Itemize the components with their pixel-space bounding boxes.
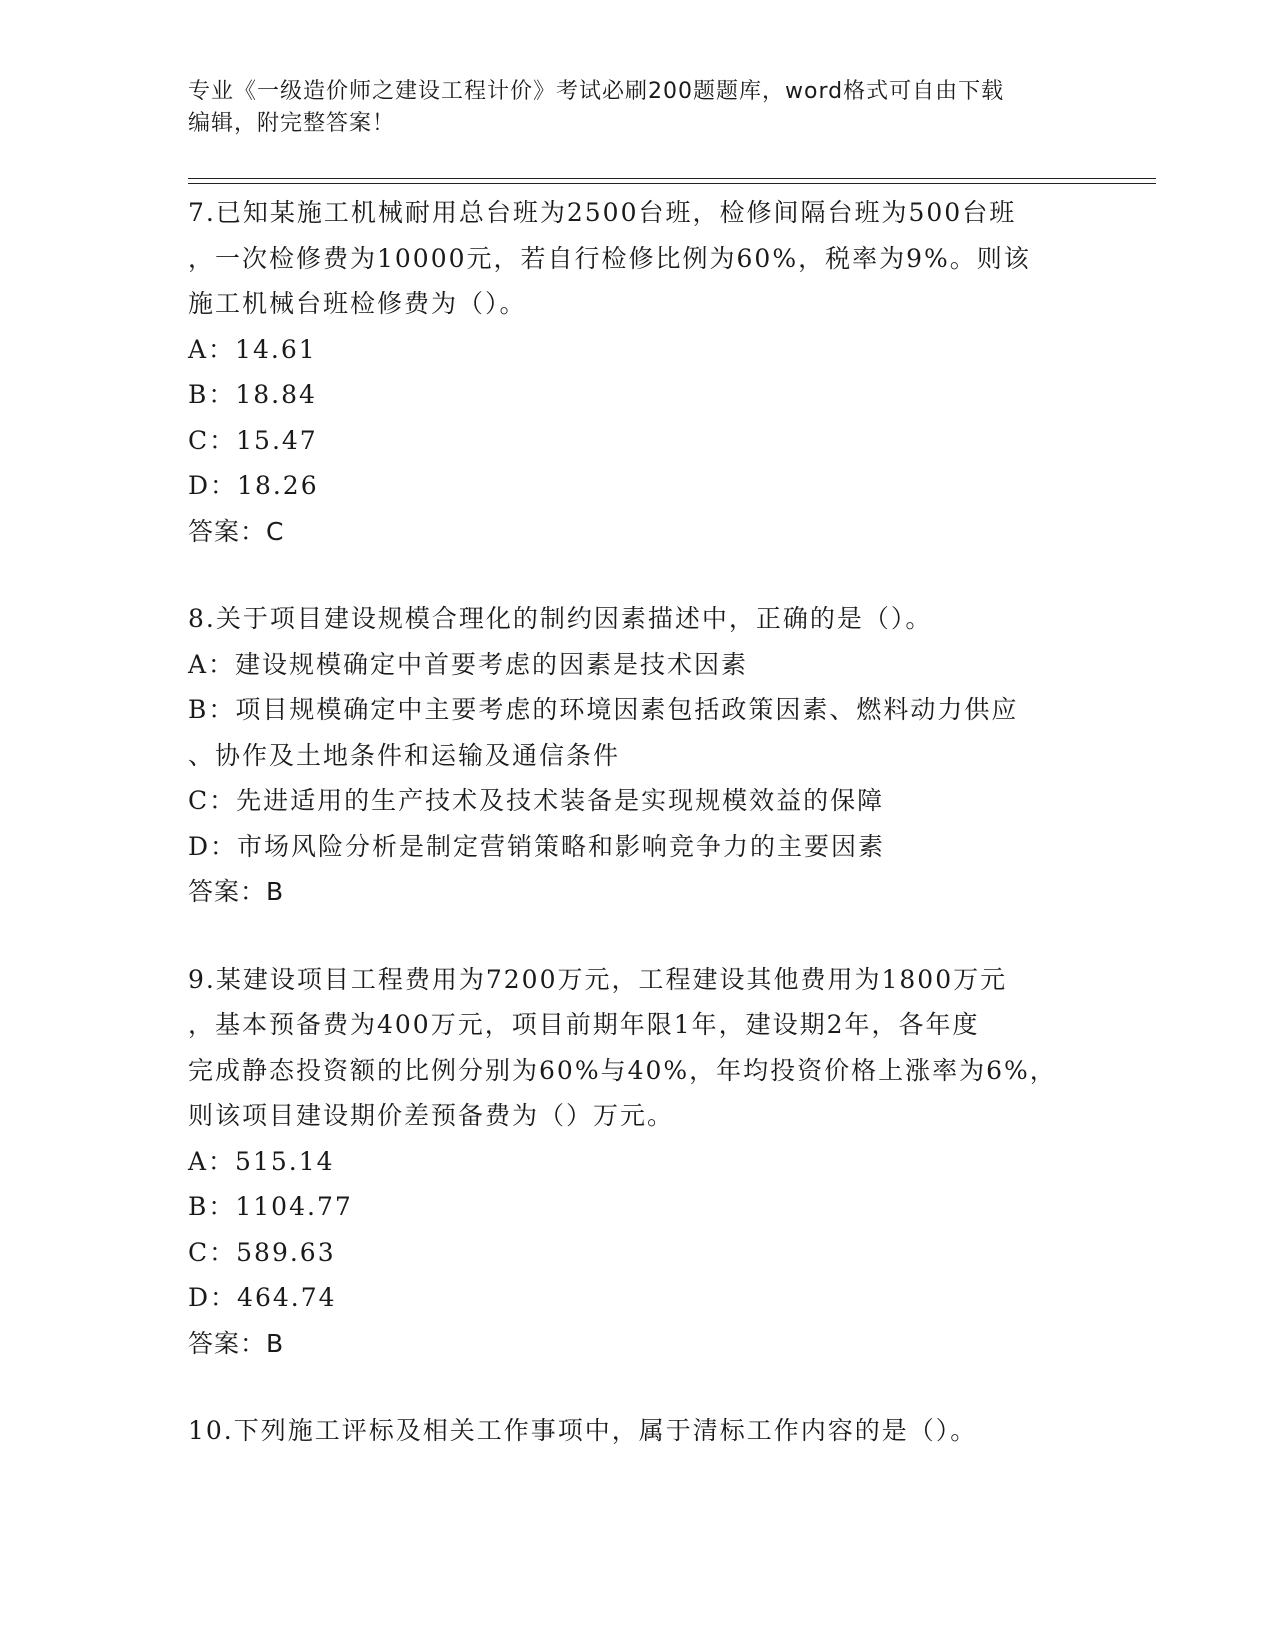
option-b: B：项目规模确定中主要考虑的环境因素包括政策因素、燃料动力供应: [188, 695, 1019, 724]
option-c: C：589.63: [188, 1237, 336, 1267]
question-stem-line: 8.关于项目建设规模合理化的制约因素描述中，正确的是（）。: [188, 604, 933, 633]
option-a: A：建设规模确定中首要考虑的因素是技术因素: [188, 649, 749, 679]
question-7: [188, 190, 1108, 554]
question-8: [188, 596, 1108, 915]
spacer: [188, 1366, 1108, 1408]
answer-label: 答案：B: [188, 877, 285, 906]
question-stem-line: ，一次检修费为10000元，若自行检修比例为60%，税率为9%。则该: [188, 243, 1031, 273]
option-c: C：15.47: [188, 425, 318, 455]
option-d: D：18.26: [188, 471, 319, 500]
question-stem-line: 施工机械台班检修费为（）。: [188, 289, 527, 318]
question-9: [188, 957, 1108, 1367]
question-stem-line: ，基本预备费为400万元，项目前期年限1年，建设期2年，各年度: [188, 1010, 980, 1039]
question-stem-line: 9.某建设项目工程费用为7200万元，工程建设其他费用为1800万元: [188, 964, 1008, 994]
answer-label: 答案：B: [188, 1328, 285, 1358]
option-d: D：464.74: [188, 1283, 337, 1312]
option-b: B：1104.77: [188, 1192, 353, 1221]
option-b-continued: 、协作及土地条件和运输及通信条件: [188, 740, 621, 770]
option-b: B：18.84: [188, 380, 317, 409]
option-c: C：先进适用的生产技术及技术装备是实现规模效益的保障: [188, 786, 885, 815]
question-stem-line: 7.已知某施工机械耐用总台班为2500台班，检修间隔台班为500台班: [188, 198, 1017, 227]
option-d: D：市场风险分析是制定营销策略和影响竞争力的主要因素: [188, 831, 886, 861]
header-divider-top: [188, 178, 1156, 179]
spacer: [188, 915, 1108, 957]
question-stem-line: 则该项目建设期价差预备费为（）万元。: [188, 1101, 675, 1130]
question-10: [188, 1408, 1108, 1454]
spacer: [188, 554, 1108, 596]
document-header: [188, 76, 1068, 140]
question-list: [188, 190, 1108, 1454]
header-line-1: 专业《一级造价师之建设工程计价》考试必刷200题题库，word格式可自由下载: [188, 79, 1005, 104]
answer-label: 答案：C: [188, 516, 285, 546]
option-a: A：515.14: [188, 1146, 335, 1176]
option-a: A：14.61: [188, 334, 317, 364]
header-line-2: 编辑，附完整答案！: [188, 111, 396, 136]
question-stem-line: 完成静态投资额的比例分别为60%与40%，年均投资价格上涨率为6%，: [188, 1055, 1057, 1085]
question-stem-line: 10.下列施工评标及相关工作事项中，属于清标工作内容的是（）。: [188, 1416, 978, 1445]
header-divider-bottom: [188, 183, 1156, 184]
